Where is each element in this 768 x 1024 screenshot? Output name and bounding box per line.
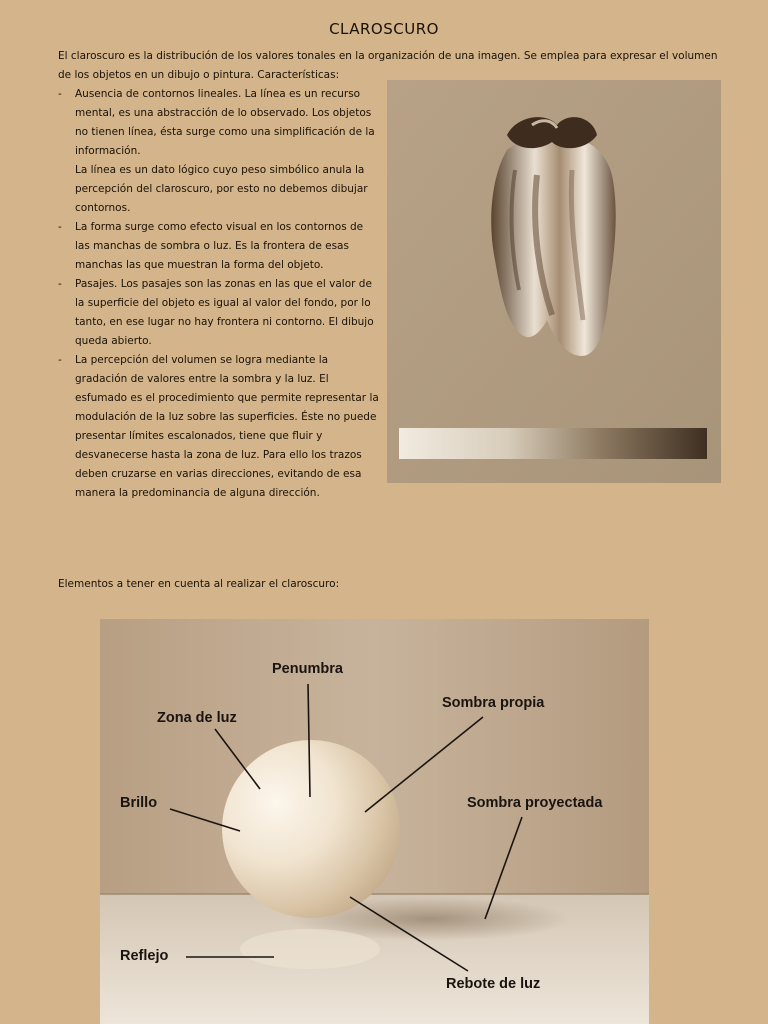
list-item: [58, 275, 380, 351]
intro-paragraph: El claroscuro es la distribución de los valores tonales en la organización de una imagen. Se emplea para expresar el volumen de los objetos en un dibujo o pintura. Características:: [58, 50, 718, 81]
sphere: [222, 740, 400, 918]
sphere-diagram-image: [100, 619, 649, 1024]
list-dash: -: [58, 278, 62, 290]
list-item: [58, 85, 380, 218]
list-item-text: Ausencia de contornos lineales. La línea es un recurso mental, es una abstracción de lo observado. Los objetos no tienen línea, ésta surge como una simplificación de la información.: [75, 88, 375, 157]
label-rebote-de-luz: Rebote de luz: [446, 976, 541, 992]
list-item-text: Pasajes. Los pasajes son las zonas en las que el valor de la superficie del objeto es igual al valor del fondo, por lo tanto, en ese lugar no hay frontera ni contorno. El dibujo queda abierto.: [75, 278, 374, 347]
page-title: CLAROSCURO: [329, 20, 439, 38]
list-item: [58, 351, 380, 503]
list-item: [58, 218, 380, 275]
label-sombra-proyectada: Sombra proyectada: [467, 795, 603, 811]
label-reflejo: Reflejo: [120, 948, 169, 964]
list-dash: -: [58, 221, 62, 233]
list-dash: -: [58, 88, 62, 100]
label-brillo: Brillo: [120, 795, 158, 811]
label-sombra-propia: Sombra propia: [442, 695, 545, 711]
characteristics-list: [58, 85, 380, 503]
pepper-drawing-image: [387, 80, 721, 483]
list-dash: -: [58, 354, 62, 366]
label-zona-de-luz: Zona de luz: [157, 710, 237, 726]
label-penumbra: Penumbra: [272, 661, 343, 677]
list-item-text: La línea es un dato lógico cuyo peso simbólico anula la percepción del claroscuro, por esto no debemos dibujar contornos.: [75, 164, 368, 214]
list-item-text: La forma surge como efecto visual en los contornos de las manchas de sombra o luz. Es la frontera de esas manchas las que muestran la forma del objeto.: [75, 221, 364, 271]
list-item-text: La percepción del volumen se logra mediante la gradación de valores entre la sombra y la luz. El esfumado es el procedimiento que permite representar la modulación de la luz sobre las superficies. Éste no puede presentar límites escalonados, tiene que fluir y desvanecerse hasta la zona de luz. Para ello los trazos deben cruzarse en varias direcciones, evitando de esa manera la predominancia de alguna dirección.: [75, 354, 379, 499]
elements-label: Elementos a tener en cuenta al realizar el claroscuro:: [58, 578, 340, 590]
